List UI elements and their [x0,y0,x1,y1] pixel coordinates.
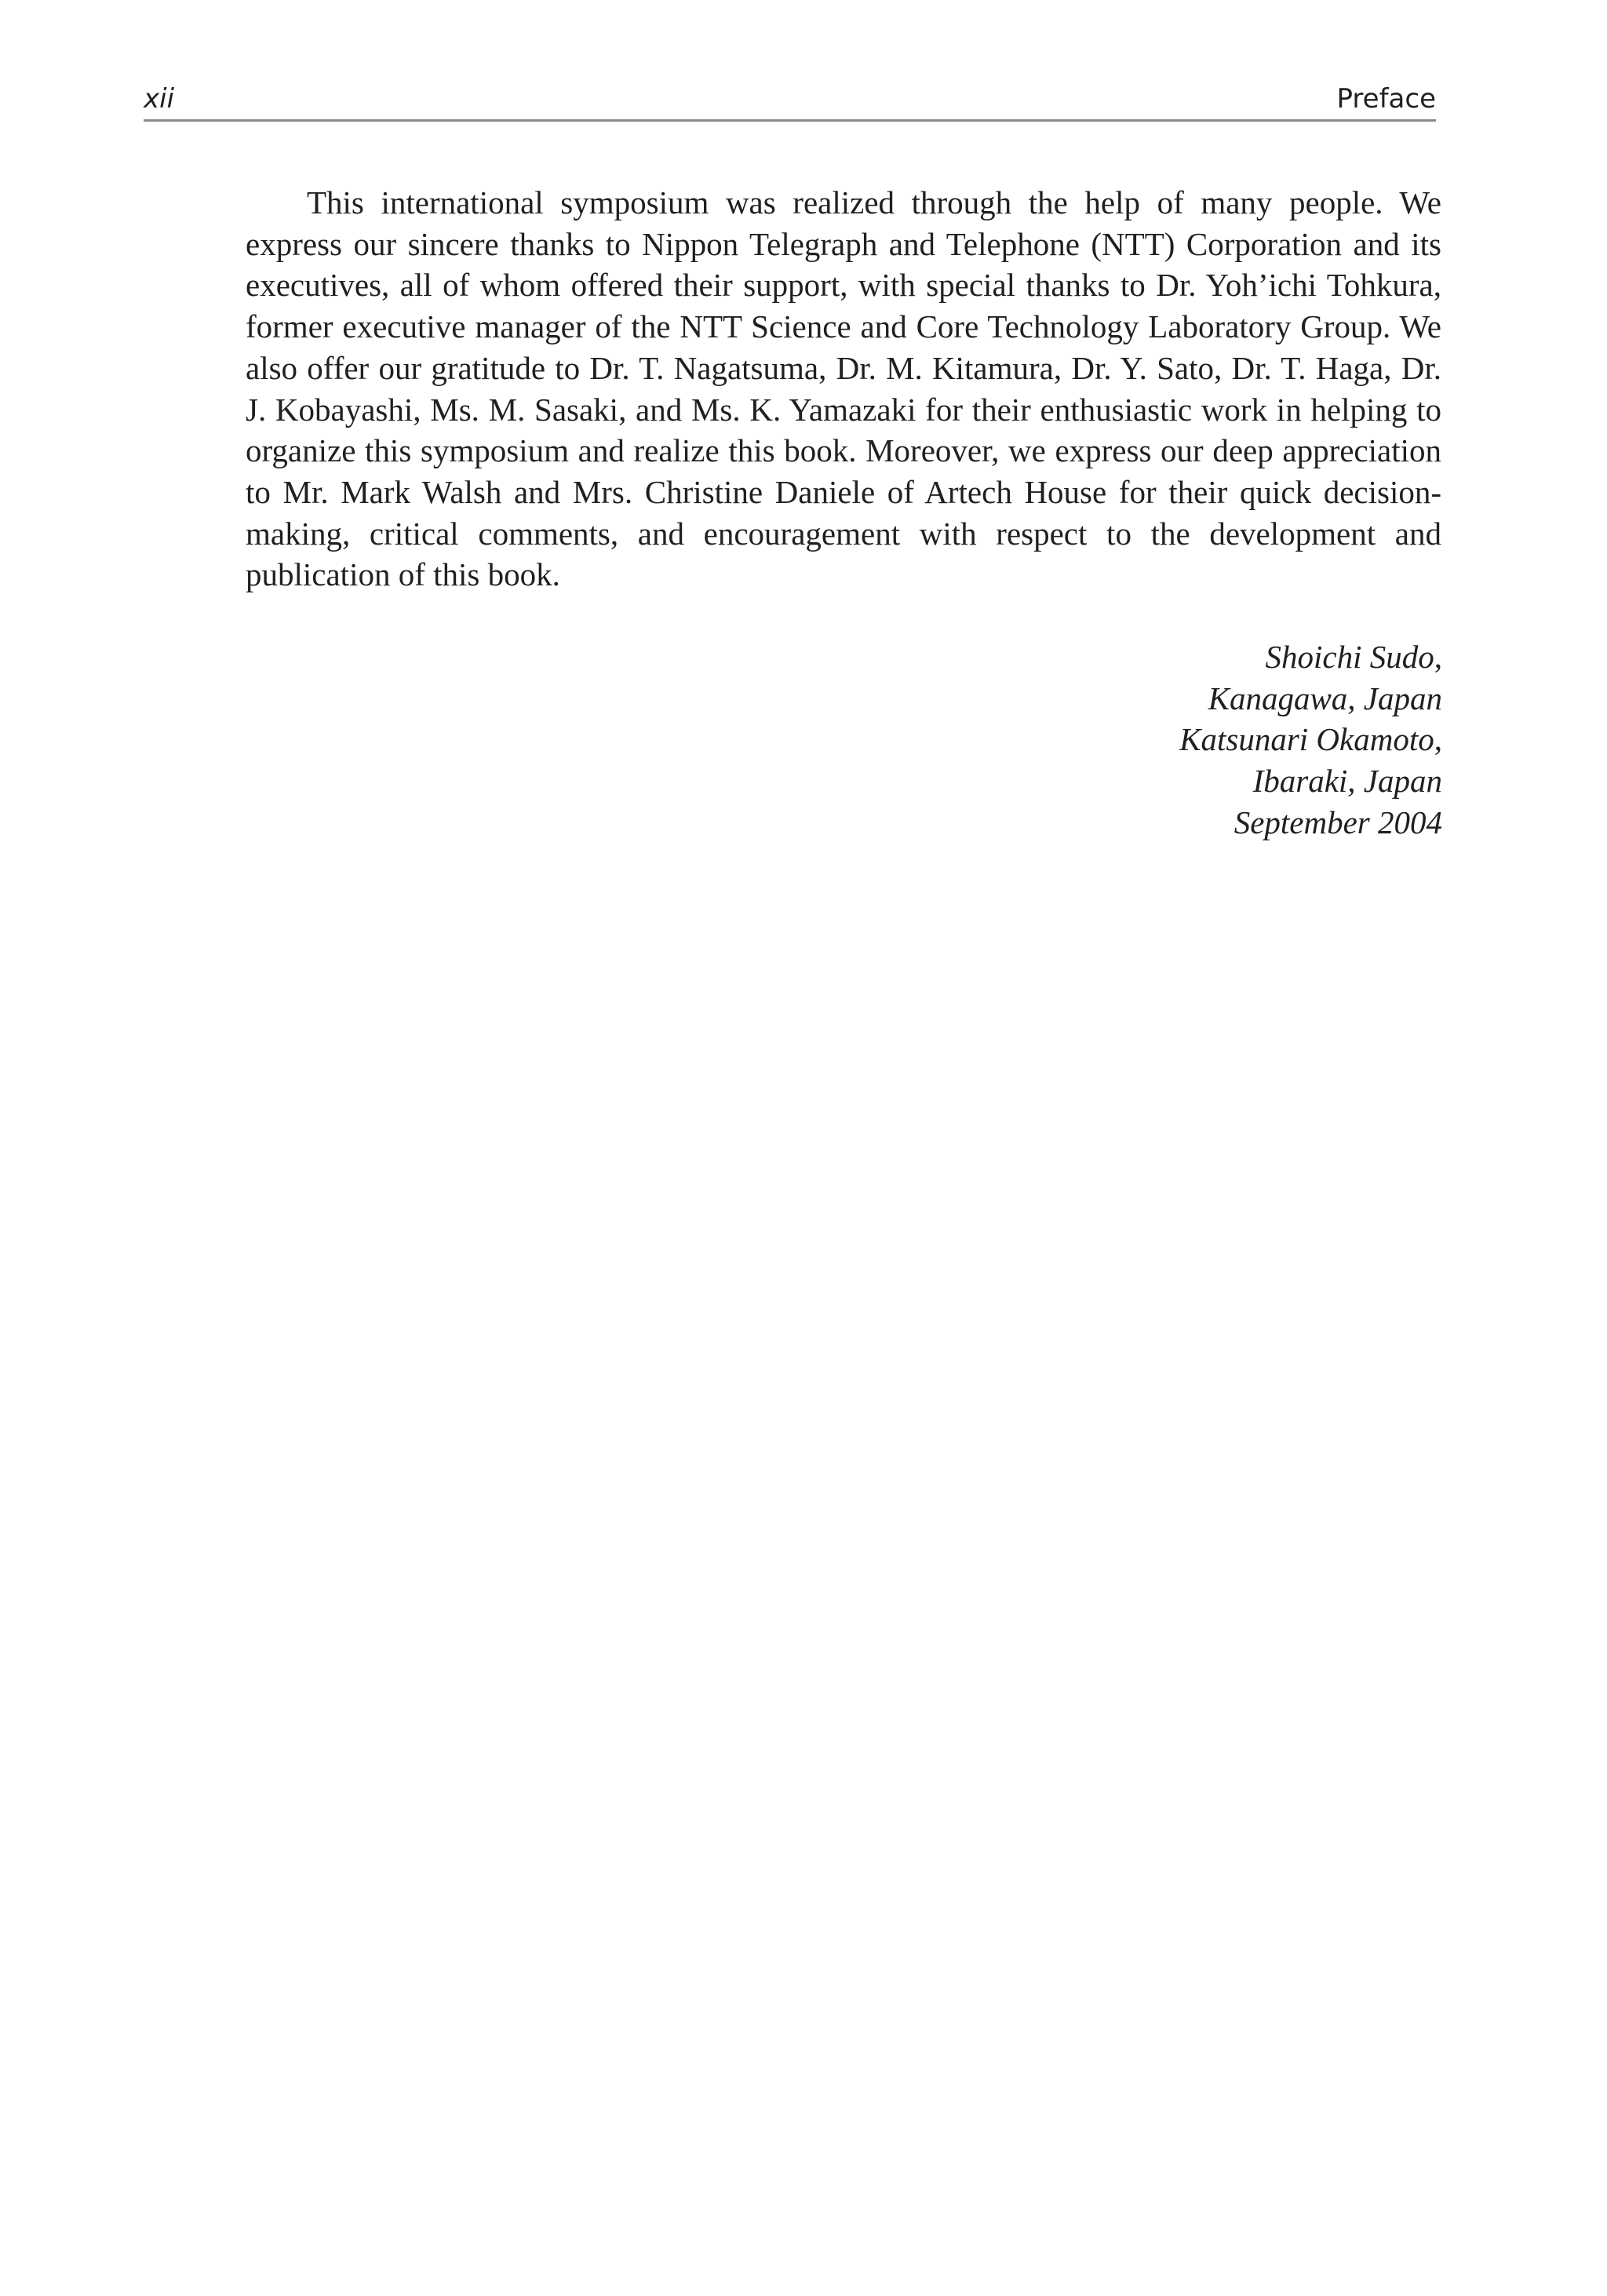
signature-block [1179,636,1442,844]
preface-paragraph: This international symposium was realized through the help of many people. We express our sincere thanks to Nippon Telegraph and Telephone (NTT) Corporation and its executives, all of whom offered their support, with special thanks to Dr. Yoh’ichi Tohkura, former executive manager of the NTT Science and Core Technology Laboratory Group. We also offer our gratitude to Dr. T. Nagatsuma, Dr. M. Kitamura, Dr. Y. Sato, Dr. T. Haga, Dr. J. Kobayashi, Ms. M. Sasaki, and Ms. K. Yamazaki for their enthusiastic work in helping to organize this symposium and realize this book. Moreover, we express our deep appreciation to Mr. Mark Walsh and Mrs. Christine Daniele of Artech House for their quick decision-making, critical comments, and encouragement with respect to the development and publication of this book. [246,184,1441,593]
signature-comma-2: , [1434,721,1442,758]
signature-line-1 [1179,636,1442,678]
section-title: Preface [1336,83,1436,115]
signature-name-2: Katsunari Okamoto [1179,721,1434,758]
page-number: xii [144,83,175,115]
signature-name-1: Shoichi Sudo [1265,639,1434,675]
signature-place-1: Kanagawa, Japan [1208,680,1442,716]
signature-place-2: Ibaraki, Japan [1252,763,1442,800]
signature-comma-1: , [1434,639,1442,675]
signature-line-2 [1179,719,1442,760]
signature-date: September 2004 [1233,804,1442,840]
running-head [144,78,1436,122]
